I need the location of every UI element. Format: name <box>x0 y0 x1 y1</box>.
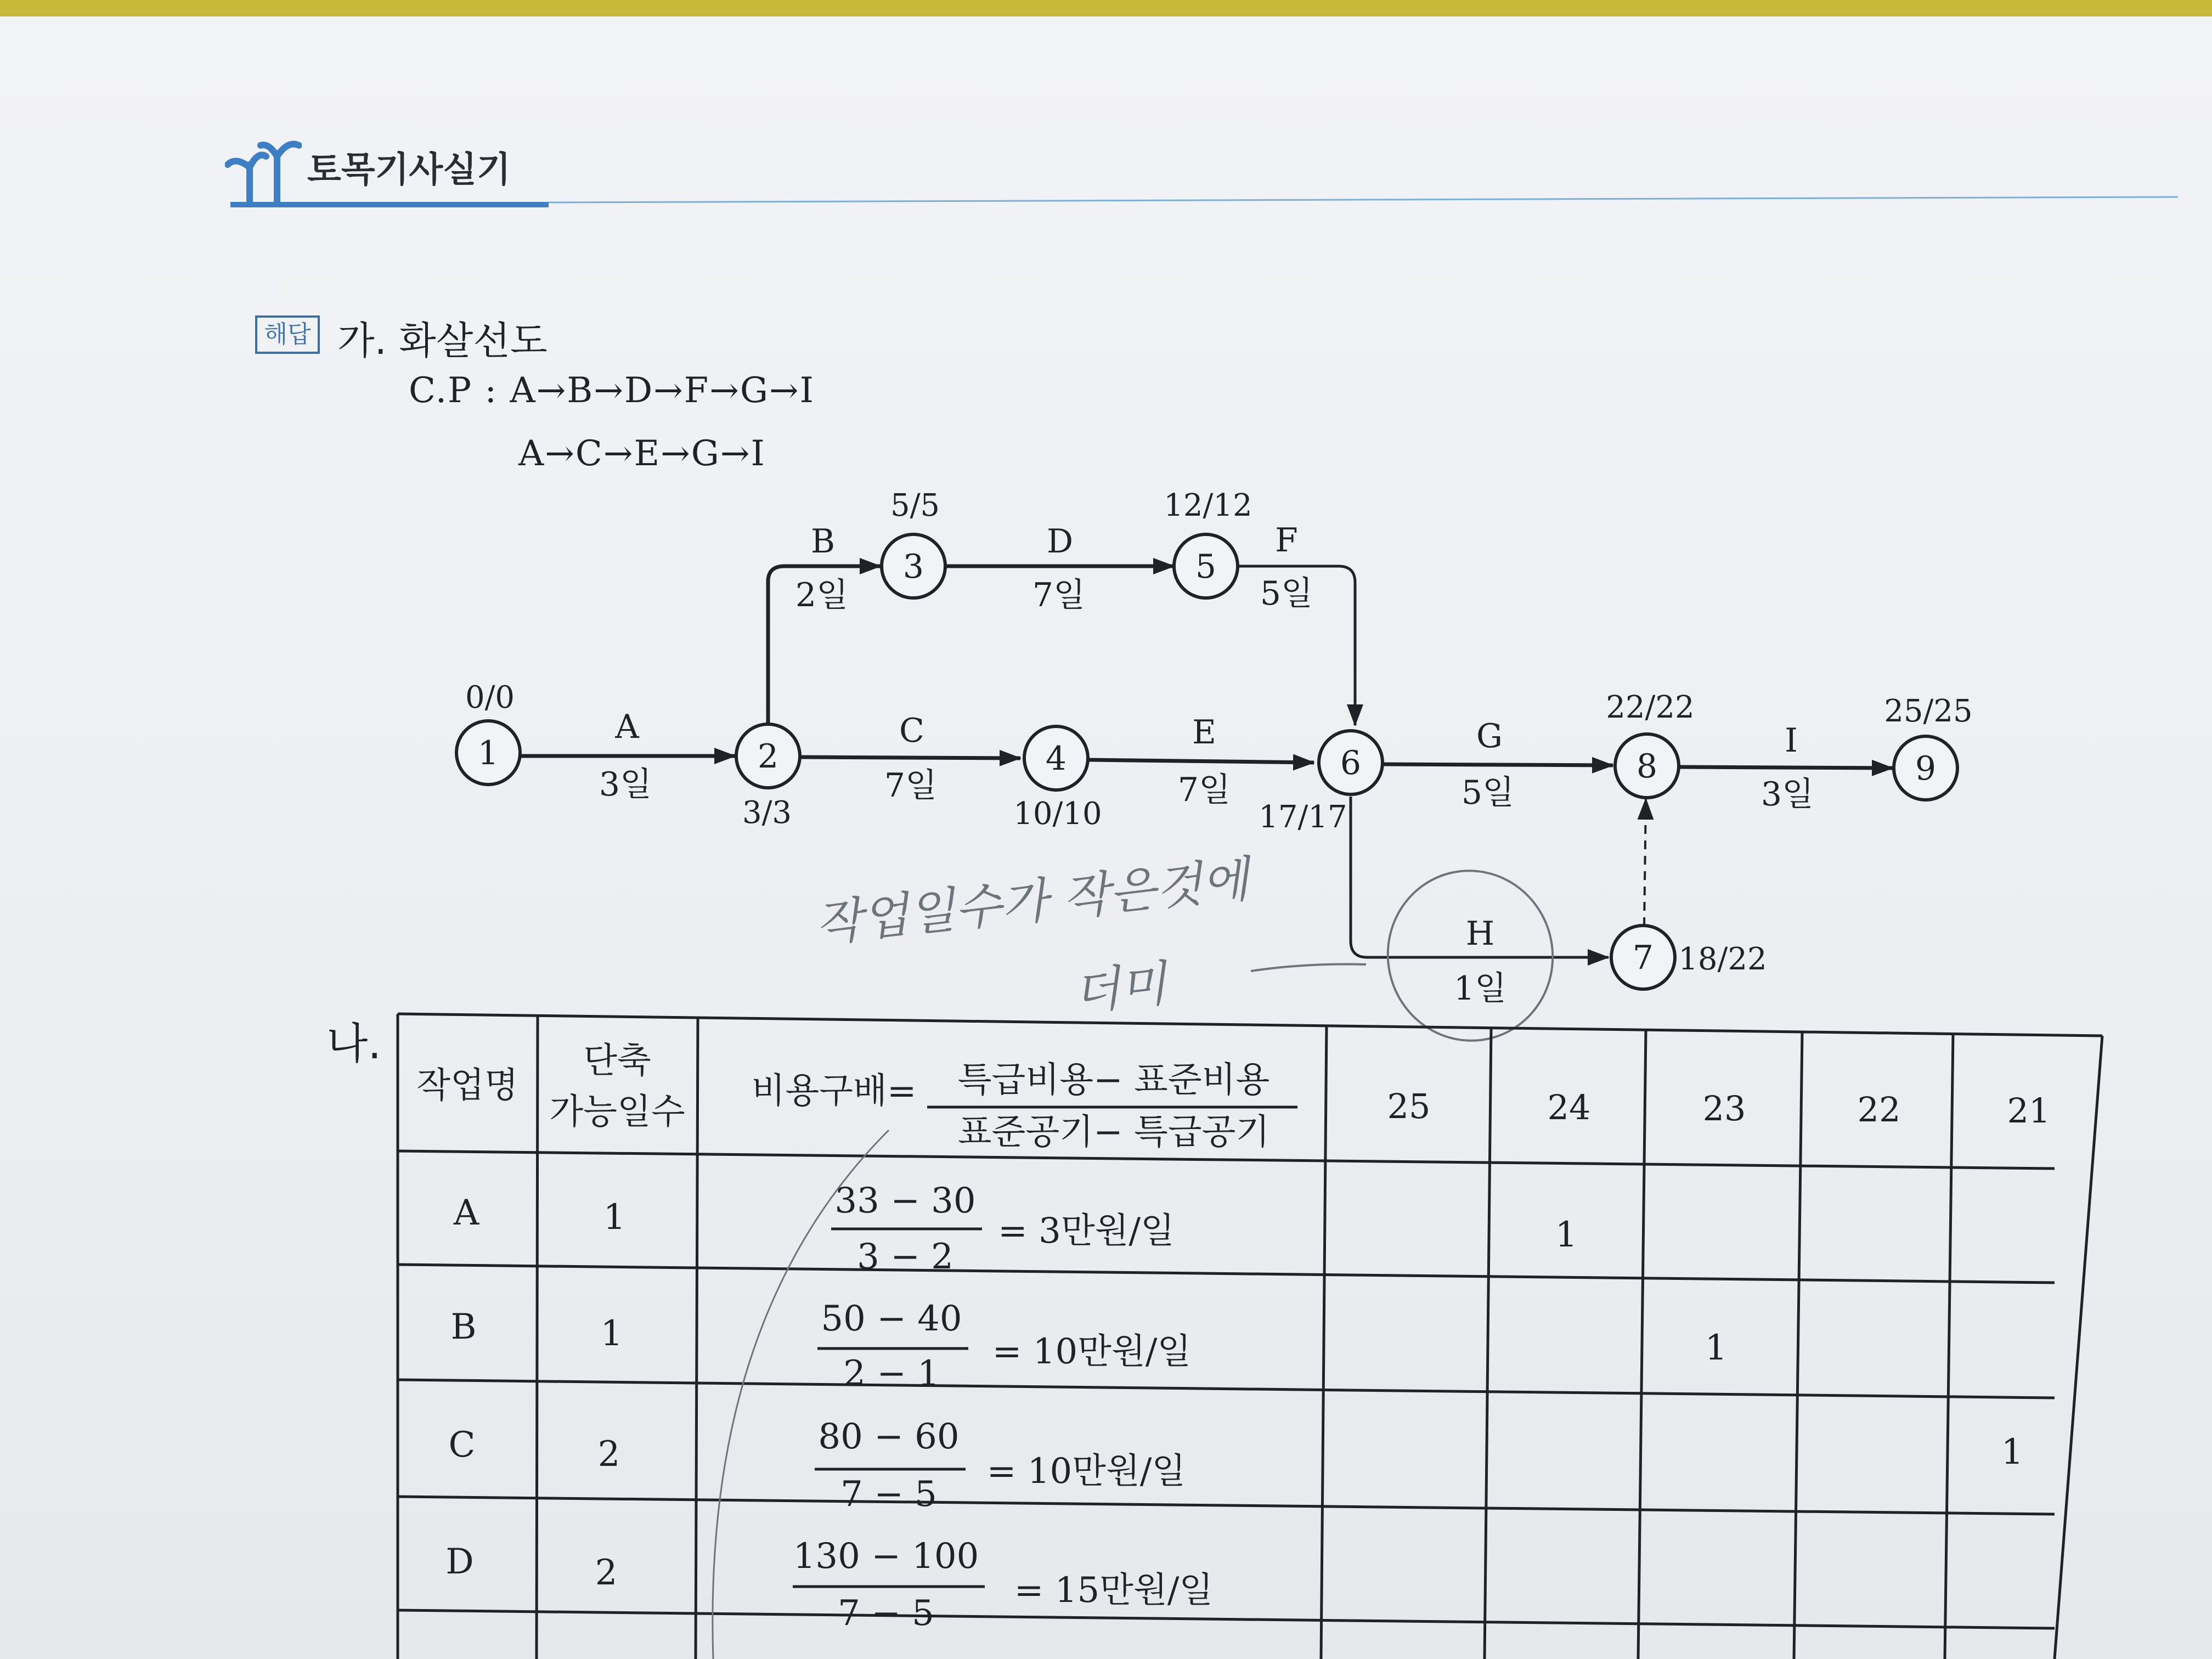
row-B-task: B <box>450 1307 477 1347</box>
table-col-rule <box>1485 1028 1491 1659</box>
node-9-time: 25/25 <box>1884 693 1973 729</box>
activity-E-duration: 7일 <box>1177 771 1231 809</box>
table-row-rule <box>398 1265 2055 1283</box>
header-day-21: 21 <box>2007 1091 2051 1131</box>
handwritten-note-line-1: 작업일수가 작은것에 <box>812 850 1251 952</box>
row-C-task: C <box>448 1425 476 1465</box>
header-cost-slope: 비용구배= <box>751 1071 917 1111</box>
header-formula-numerator: 특급비용− 표준비용 <box>957 1060 1270 1101</box>
row-A-task: A <box>453 1193 479 1233</box>
node-2-label: 2 <box>757 737 779 776</box>
section-heading-na: 나. <box>326 1019 382 1069</box>
table-col-rule <box>1638 1030 1646 1659</box>
table-col-rule <box>696 1018 698 1659</box>
node-1-time: 0/0 <box>465 680 515 715</box>
row-C-days: 2 <box>597 1434 620 1475</box>
activity-C-name: C <box>899 712 924 750</box>
node-7-time: 18/22 <box>1678 941 1767 977</box>
book-title: 토목기사실기 <box>307 150 511 190</box>
table-top-border <box>398 1014 2102 1036</box>
node-6-label: 6 <box>1340 744 1362 782</box>
activity-E-name: E <box>1192 713 1216 752</box>
answer-badge: 해답 <box>255 315 320 354</box>
activity-G-name: G <box>1476 717 1503 755</box>
row-A-denominator: 3 − 2 <box>857 1237 953 1277</box>
table-row-rule <box>398 1610 2055 1628</box>
table-right-border <box>2055 1036 2102 1659</box>
activity-C-duration: 7일 <box>884 766 938 805</box>
node-5-time: 12/12 <box>1164 488 1252 523</box>
header-reducible-2: 가능일수 <box>549 1092 685 1132</box>
node-3-label: 3 <box>902 548 924 586</box>
node-8-label: 8 <box>1636 747 1658 786</box>
row-B-days: 1 <box>600 1313 623 1354</box>
activity-D-name: D <box>1046 522 1074 561</box>
activity-H-name: H <box>1465 915 1495 953</box>
node-4-label: 4 <box>1045 740 1067 778</box>
activity-F-name: F <box>1275 521 1298 560</box>
header-formula-denominator: 표준공기− 특급공기 <box>957 1112 1270 1153</box>
table-row-rule <box>398 1380 2055 1398</box>
row-D-denominator: 7 − 5 <box>838 1593 934 1634</box>
activity-H-duration: 1일 <box>1453 969 1507 1008</box>
row-D-days: 2 <box>595 1553 618 1593</box>
activity-I-duration: 3일 <box>1760 775 1814 814</box>
node-4-time: 10/10 <box>1013 796 1102 832</box>
activity-A-duration: 3일 <box>599 765 652 804</box>
row-B-mark-23: 1 <box>1705 1328 1728 1368</box>
table-col-rule <box>1794 1032 1802 1659</box>
node-6-time: 17/17 <box>1259 799 1347 835</box>
header-day-25: 25 <box>1387 1086 1431 1126</box>
activity-A-name: A <box>615 708 639 746</box>
node-3-time: 5/5 <box>890 488 940 523</box>
row-A-result: = 3만원/일 <box>998 1211 1175 1251</box>
node-1-label: 1 <box>477 734 499 772</box>
activity-D-duration: 7일 <box>1032 576 1086 614</box>
row-A-days: 1 <box>603 1197 626 1238</box>
activity-I-name: I <box>1785 721 1798 760</box>
table-col-rule <box>1321 1026 1327 1659</box>
header-day-23: 23 <box>1702 1088 1746 1128</box>
node-5-label: 5 <box>1195 548 1217 586</box>
critical-path-line-2: A→C→E→G→I <box>518 433 766 474</box>
node-9-label: 9 <box>1915 749 1937 788</box>
header-reducible-1: 단축 <box>583 1041 651 1081</box>
table-col-rule <box>1945 1034 1953 1659</box>
header-task: 작업명 <box>416 1065 518 1106</box>
row-C-mark-21: 1 <box>2001 1432 2024 1472</box>
activity-F-duration: 5일 <box>1260 574 1313 613</box>
critical-path-line-1: C.P : A→B→D→F→G→I <box>409 370 815 411</box>
section-heading-ga: 가. 화살선도 <box>337 318 548 363</box>
header-day-24: 24 <box>1547 1087 1591 1127</box>
node-8-time: 22/22 <box>1606 690 1695 725</box>
table-col-rule <box>537 1016 538 1659</box>
activity-B-name: B <box>810 522 836 561</box>
row-C-denominator: 7 − 5 <box>840 1474 937 1515</box>
row-D-numerator: 130 − 100 <box>793 1536 979 1577</box>
row-B-denominator: 2 − 1 <box>843 1353 940 1394</box>
row-A-mark-24: 1 <box>1555 1215 1578 1255</box>
row-C-numerator: 80 − 60 <box>818 1417 960 1457</box>
header-day-22: 22 <box>1857 1090 1901 1130</box>
row-C-result: = 10만원/일 <box>986 1451 1186 1492</box>
activity-G-duration: 5일 <box>1461 774 1515 812</box>
row-A-numerator: 33 − 30 <box>834 1181 976 1221</box>
node-7-label: 7 <box>1632 939 1654 977</box>
handwritten-note-line-2: 더미 <box>1070 955 1170 1021</box>
node-2-time: 3/3 <box>742 795 792 831</box>
row-D-task: D <box>445 1542 474 1582</box>
table-row-rule <box>398 1497 2055 1514</box>
table-header-rule <box>398 1151 2055 1169</box>
row-B-result: = 10만원/일 <box>992 1331 1192 1372</box>
activity-B-duration: 2일 <box>795 576 849 614</box>
row-D-result: = 15만원/일 <box>1014 1570 1214 1611</box>
row-B-numerator: 50 − 40 <box>821 1299 962 1339</box>
